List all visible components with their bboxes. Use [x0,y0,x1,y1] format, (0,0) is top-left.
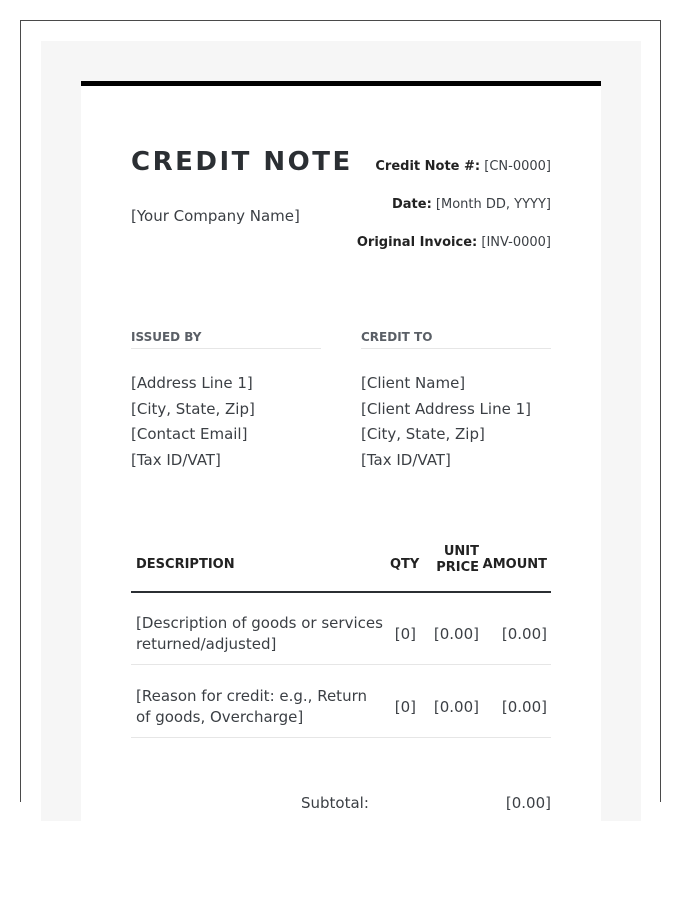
issued-by-line: [Address Line 1] [131,374,253,392]
table-header-rule [131,591,551,593]
row-2-unit-price: [0.00] [433,698,479,716]
credit-note-page [81,81,601,841]
meta-label: Original Invoice: [356,235,478,250]
row-2-amount: [0.00] [501,698,547,716]
column-header-unit-price-line: PRICE [436,560,479,575]
credit-to-line: [Client Address Line 1] [361,399,531,418]
company-name: [Your Company Name] [131,207,300,225]
credit-to-line: [Client Name] [361,374,466,392]
column-header-qty: QTY [390,557,420,572]
meta-label: Date: [391,197,432,212]
credit-to-line: [Tax ID/VAT] [361,451,451,470]
row-2-description: [Reason for credit: e.g., Return of goods, Overcharge] [136,687,367,726]
meta-value: [Month DD, YYYY] [435,197,551,212]
document-frame [20,20,661,812]
issued-by-line: [Tax ID/VAT] [131,451,221,470]
meta-value: [INV-0000] [481,235,551,250]
column-header-unit-price [436,544,479,576]
document-title: CREDIT NOTE [131,147,353,177]
row-1-amount: [0.00] [501,625,547,643]
table-row-divider [131,737,551,738]
row-1-qty: [0] [394,625,416,643]
subtotal-label: Subtotal: [301,794,369,812]
issued-by-line: [City, State, Zip] [131,399,255,418]
credit-to-divider [361,348,551,349]
meta-original-invoice [357,235,551,250]
credit-to-block [361,371,531,474]
meta-label: Credit Note #: [375,159,481,174]
meta-value: [CN-0000] [484,159,551,174]
issued-by-heading: ISSUED BY [131,330,202,344]
page-background [41,41,641,821]
credit-to-line: [City, State, Zip] [361,425,485,444]
issued-by-block [131,371,255,474]
issued-by-divider [131,348,321,349]
subtotal-value: [0.00] [505,794,551,812]
column-header-description: DESCRIPTION [136,557,235,572]
row-1-unit-price: [0.00] [433,625,479,643]
meta-credit-note-number [375,159,551,174]
meta-date [392,197,551,212]
issued-by-line: [Contact Email] [131,425,248,444]
row-2-qty: [0] [394,698,416,716]
row-1-description: [Description of goods or services returned/adjusted] [136,614,383,653]
credit-to-heading: CREDIT TO [361,330,433,344]
column-header-amount: AMOUNT [482,557,547,572]
column-header-unit-price-line: UNIT [443,544,479,559]
table-row-divider [131,664,551,665]
